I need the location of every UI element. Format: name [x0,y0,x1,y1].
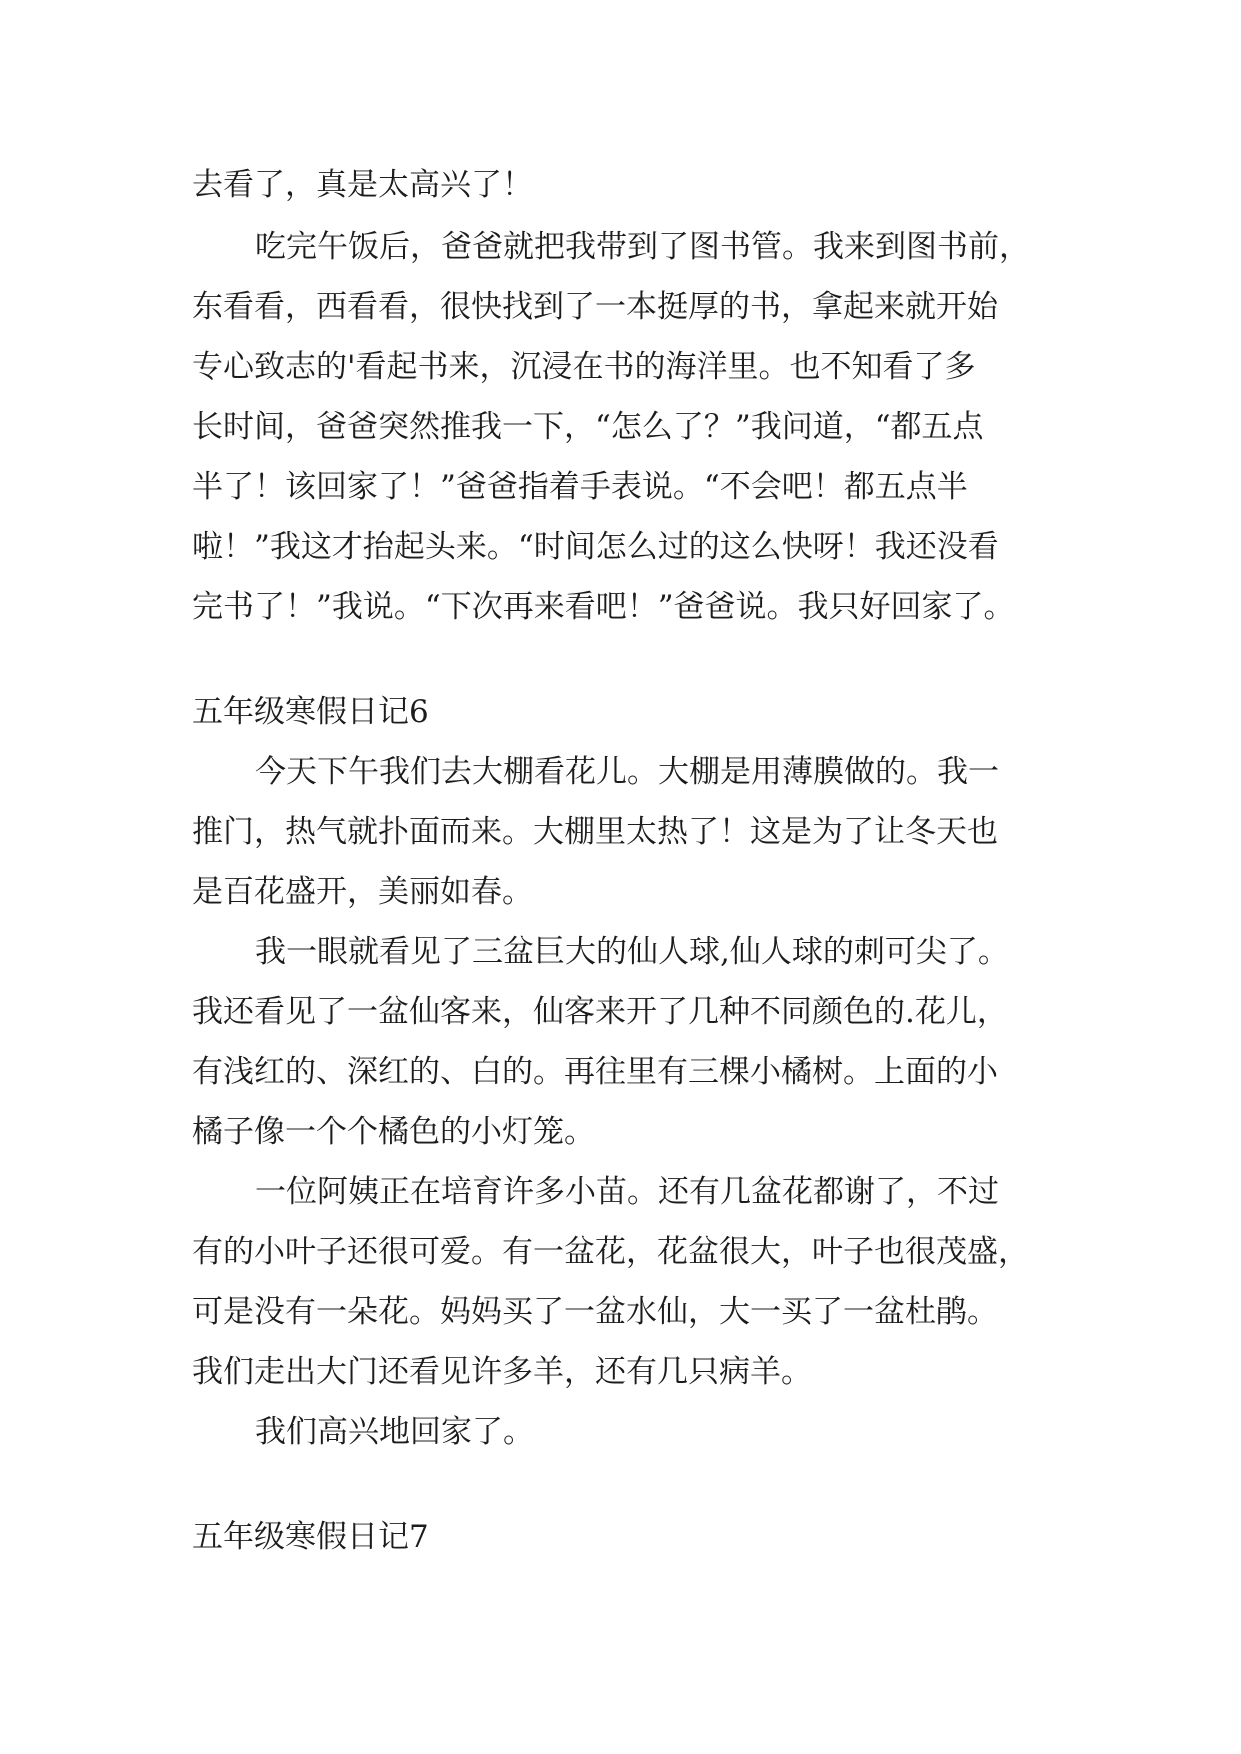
text-line: 专心致志的'看起书来，沉浸在书的海洋里。也不知看了多 [192,349,976,385]
text-line: 有浅红的、深红的、白的。再往里有三棵小橘树。上面的小 [192,1054,998,1090]
text-line: 是百花盛开，美丽如春。 [192,874,533,910]
text-line: 今天下午我们去大棚看花儿。大棚是用薄膜做的。我一 [255,754,999,790]
text-line: 东看看，西看看，很快找到了一本挺厚的书，拿起来就开始 [192,289,998,325]
text-line: 啦！”我这才抬起头来。“时间怎么过的这么快呀！我还没看 [192,529,999,565]
text-line: 我们高兴地回家了。 [255,1414,534,1450]
text-line: 橘子像一个个橘色的小灯笼。 [192,1114,595,1150]
text-line: 有的小叶子还很可爱。有一盆花，花盆很大，叶子也很茂盛， [192,1234,1029,1270]
text-line: 一位阿姨正在培育许多小苗。还有几盆花都谢了，不过 [255,1174,999,1210]
text-line: 完书了！”我说。“下次再来看吧！”爸爸说。我只好回家了。 [192,589,1015,625]
text-line: 可是没有一朵花。妈妈买了一盆水仙，大一买了一盆杜鹃。 [192,1294,998,1330]
section-title: 五年级寒假日记7 [192,1519,429,1555]
text-line: 吃完午饭后，爸爸就把我带到了图书管。我来到图书前， [255,229,1030,265]
text-line: 我们走出大门还看见许多羊，还有几只病羊。 [192,1354,812,1390]
text-line: 推门，热气就扑面而来。大棚里太热了！这是为了让冬天也 [192,814,998,850]
text-line: 长时间，爸爸突然推我一下，“怎么了？”我问道，“都五点 [192,409,984,445]
text-line: 我还看见了一盆仙客来，仙客来开了几种不同颜色的.花儿， [192,994,1008,1030]
text-line: 去看了，真是太高兴了！ [192,167,533,203]
text-line: 半了！该回家了！”爸爸指着手表说。“不会吧！都五点半 [192,469,968,505]
section-title: 五年级寒假日记6 [192,694,429,730]
text-line: 我一眼就看见了三盆巨大的仙人球,仙人球的刺可尖了。 [255,934,1009,970]
